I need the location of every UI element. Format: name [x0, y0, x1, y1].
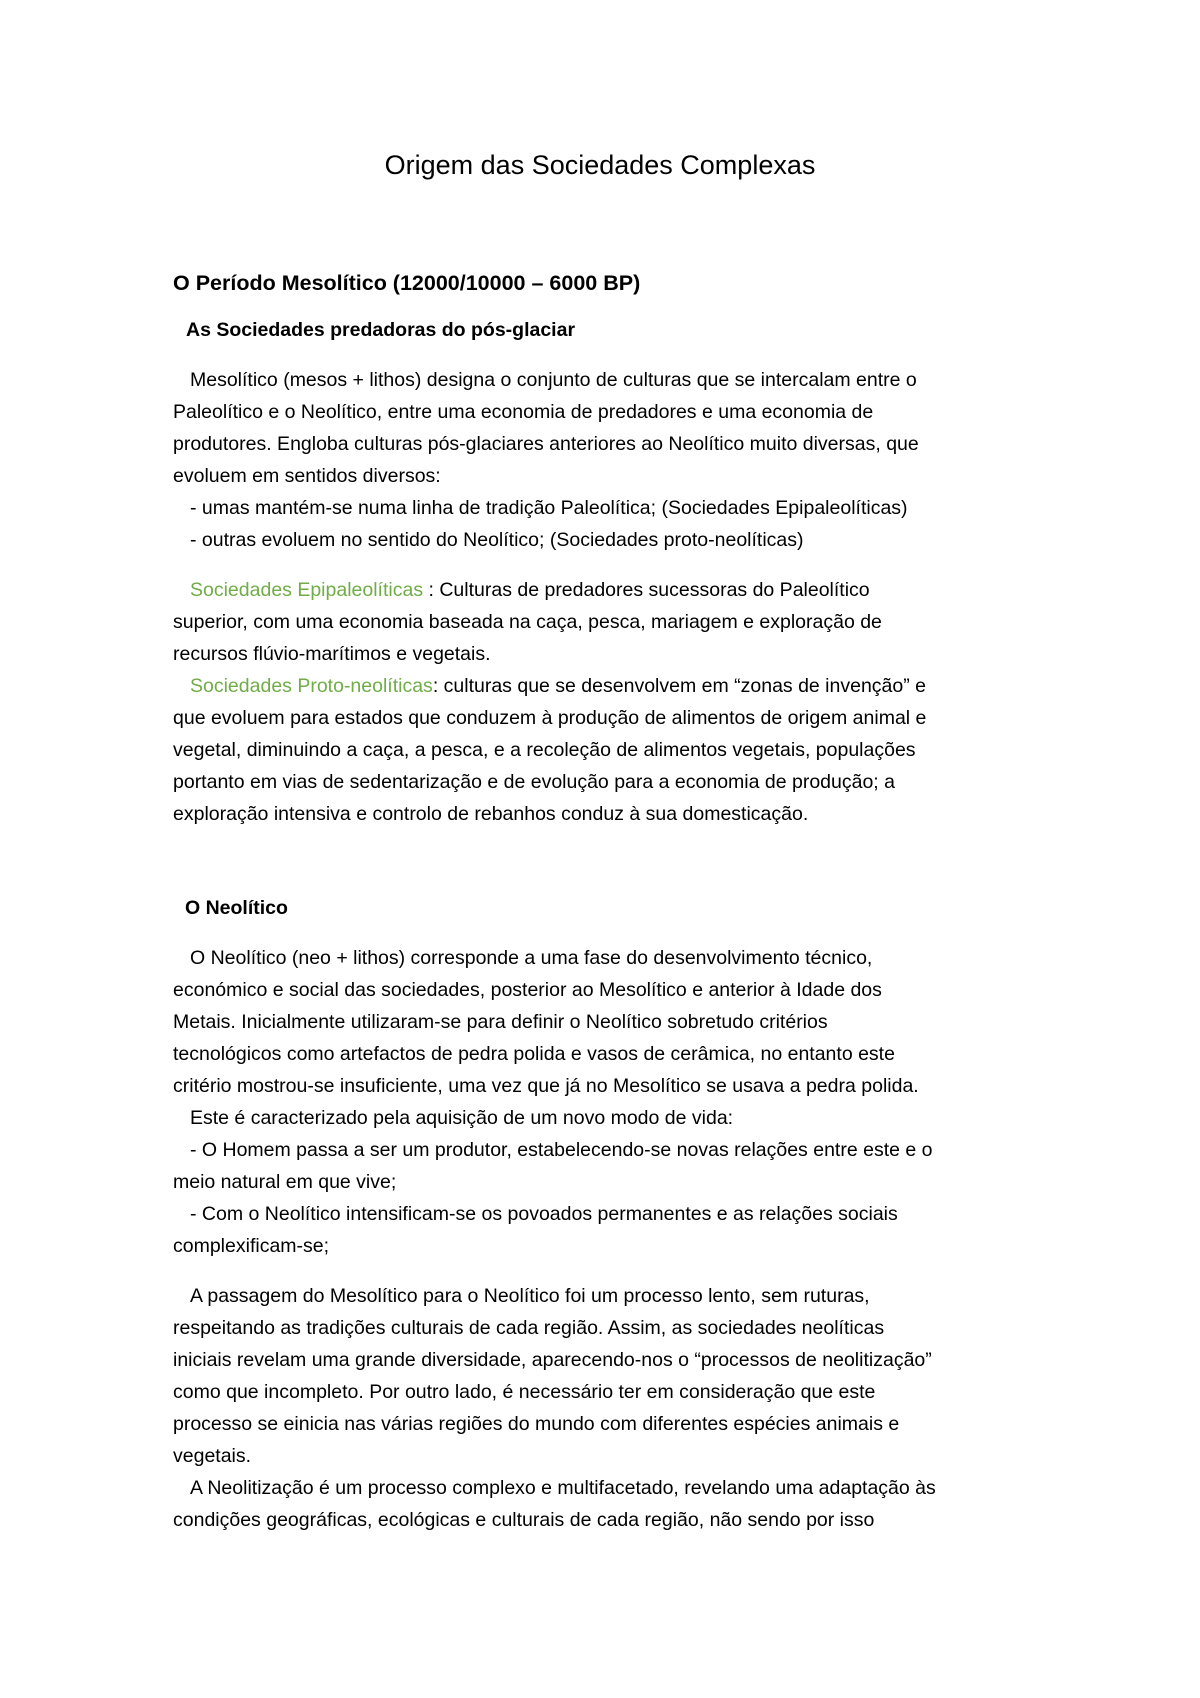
- list-item: - O Homem passa a ser um produtor, estabelecendo-se novas relações entre este e o: [190, 1139, 933, 1161]
- paragraph-line: como que incompleto. Por outro lado, é necessário ter em consideração que este: [173, 1381, 876, 1403]
- paragraph-line: respeitando as tradições culturais de cada região. Assim, as sociedades neolíticas: [173, 1317, 885, 1339]
- definition-proto-neoliticas: [190, 672, 926, 700]
- paragraph-line: A Neolitização é um processo complexo e multifacetado, revelando uma adaptação às: [190, 1477, 936, 1499]
- list-item-continued: complexificam-se;: [173, 1235, 330, 1257]
- term-proto-neoliticas: Sociedades Proto-neolíticas: [190, 675, 433, 697]
- paragraph-line: tecnológicos como artefactos de pedra polida e vasos de cerâmica, no entanto este: [173, 1043, 895, 1065]
- paragraph-line: critério mostrou-se insuficiente, uma vez que já no Mesolítico se usava a pedra polida.: [173, 1075, 919, 1097]
- paragraph-line: A passagem do Mesolítico para o Neolítico foi um processo lento, sem ruturas,: [190, 1285, 870, 1307]
- paragraph-line: Este é caracterizado pela aquisição de um novo modo de vida:: [190, 1107, 734, 1129]
- list-item: - umas mantém-se numa linha de tradição Paleolítica; (Sociedades Epipaleolíticas): [190, 497, 908, 519]
- paragraph-line: exploração intensiva e controlo de rebanhos conduz à sua domesticação.: [173, 803, 809, 825]
- paragraph-line: económico e social das sociedades, posterior ao Mesolítico e anterior à Idade dos: [173, 979, 882, 1001]
- paragraph-line: evoluem em sentidos diversos:: [173, 465, 441, 487]
- paragraph-line: condições geográficas, ecológicas e culturais de cada região, não sendo por isso: [173, 1509, 875, 1531]
- paragraph-line: vegetal, diminuindo a caça, a pesca, e a recoleção de alimentos vegetais, populações: [173, 739, 916, 761]
- list-item-continued: meio natural em que vive;: [173, 1171, 397, 1193]
- section-heading-mesolitico: O Período Mesolítico (12000/10000 – 6000 BP): [173, 271, 641, 295]
- paragraph-line: processo se einicia nas várias regiões do mundo com diferentes espécies animais e: [173, 1413, 900, 1435]
- paragraph-line: produtores. Engloba culturas pós-glaciares anteriores ao Neolítico muito diversas, que: [173, 433, 919, 455]
- list-item: - outras evoluem no sentido do Neolítico; (Sociedades proto-neolíticas): [190, 529, 804, 551]
- paragraph-line: Metais. Inicialmente utilizaram-se para definir o Neolítico sobretudo critérios: [173, 1011, 828, 1033]
- list-item: - Com o Neolítico intensificam-se os povoados permanentes e as relações sociais: [190, 1203, 898, 1225]
- paragraph-line: portanto em vias de sedentarização e de evolução para a economia de produção; a: [173, 771, 895, 793]
- definition-text: : culturas que se desenvolvem em “zonas de invenção” e: [432, 675, 926, 697]
- paragraph-line: recursos flúvio-marítimos e vegetais.: [173, 643, 491, 665]
- paragraph-line: Mesolítico (mesos + lithos) designa o conjunto de culturas que se intercalam entre o: [190, 369, 917, 391]
- definition-text: : Culturas de predadores sucessoras do Paleolítico: [423, 579, 870, 601]
- document-title: Origem das Sociedades Complexas: [384, 150, 816, 180]
- paragraph-line: superior, com uma economia baseada na caça, pesca, mariagem e exploração de: [173, 611, 882, 633]
- paragraph-line: vegetais.: [173, 1445, 252, 1467]
- paragraph-line: que evoluem para estados que conduzem à produção de alimentos de origem animal e: [173, 707, 927, 729]
- subheading-sociedades-predadoras: As Sociedades predadoras do pós-glaciar: [186, 319, 576, 341]
- paragraph-line: iniciais revelam uma grande diversidade, aparecendo-nos o “processos de neolitização”: [173, 1349, 932, 1371]
- paragraph-line: O Neolítico (neo + lithos) corresponde a uma fase do desenvolvimento técnico,: [190, 947, 873, 969]
- term-epipaleoliticas: Sociedades Epipaleolíticas: [190, 579, 424, 601]
- definition-epipaleoliticas: [190, 576, 870, 604]
- paragraph-line: Paleolítico e o Neolítico, entre uma economia de predadores e uma economia de: [173, 401, 874, 423]
- section-heading-neolitico: O Neolítico: [185, 897, 288, 919]
